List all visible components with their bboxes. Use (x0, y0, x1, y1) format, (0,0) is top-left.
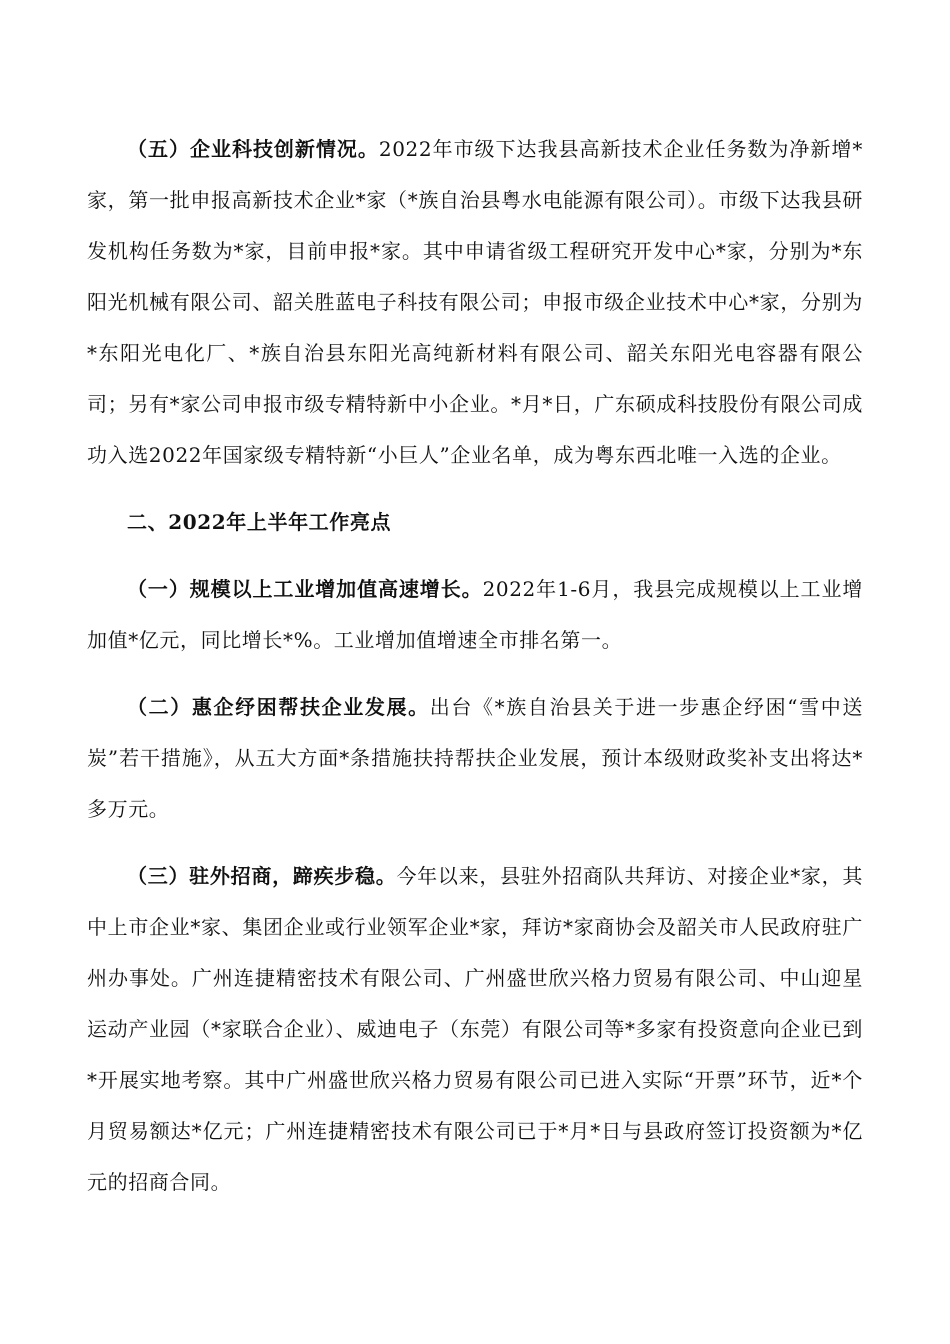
paragraph-lead: （一）规模以上工业增加值高速增长。 (127, 577, 483, 601)
paragraph-industrial-growth (87, 564, 863, 666)
paragraph-tech-innovation (87, 124, 863, 481)
paragraph-enterprise-support (87, 682, 863, 835)
paragraph-lead: （二）惠企纾困帮扶企业发展。 (127, 695, 430, 719)
paragraph-lead: （五）企业科技创新情况。 (127, 137, 379, 161)
document-page (87, 124, 863, 1208)
paragraph-body: 出台《*族自治县关于进一步惠企纾困“雪中送炭”若干措施》，从五大方面*条措施扶持帮扶企业发展，预计本级财政奖补支出将达*多万元。 (87, 695, 863, 821)
paragraph-investment-promotion (87, 851, 863, 1208)
paragraph-body: 今年以来，县驻外招商队共拜访、对接企业*家，其中上市企业*家、集团企业或行业领军企业*家，拜访*家商协会及韶关市人民政府驻广州办事处。广州连捷精密技术有限公司、广州盛世欣兴格力贸易有限公司、中山迎星运动产业园（*家联合企业）、威迪电子（东莞）有限公司等*多家有投资意向企业已到*开展实地考察。其中广州盛世欣兴格力贸易有限公司已进入实际“开票”环节，近*个月贸易额达*亿元；广州连捷精密技术有限公司已于*月*日与县政府签订投资额为*亿元的招商合同。 (87, 864, 863, 1194)
paragraph-body: 2022年1-6月，我县完成规模以上工业增加值*亿元，同比增长*%。工业增加值增速全市排名第一。 (87, 577, 863, 652)
paragraph-lead: （三）驻外招商，蹄疾步稳。 (127, 864, 397, 888)
paragraph-body: 2022年市级下达我县高新技术企业任务数为净新增*家，第一批申报高新技术企业*家（*族自治县粤水电能源有限公司）。市级下达我县研发机构任务数为*家，目前申报*家。其中申请省级工程研究开发中心*家，分别为*东阳光机械有限公司、韶关胜蓝电子科技有限公司；申报市级企业技术中心*家，分别为*东阳光电化厂、*族自治县东阳光高纯新材料有限公司、韶关东阳光电容器有限公司；另有*家公司申报市级专精特新中小企业。*月*日，广东硕成科技股份有限公司成功入选2022年国家级专精特新“小巨人”企业名单，成为粤东西北唯一入选的企业。 (87, 137, 863, 467)
section-heading: 二、2022年上半年工作亮点 (127, 510, 392, 534)
